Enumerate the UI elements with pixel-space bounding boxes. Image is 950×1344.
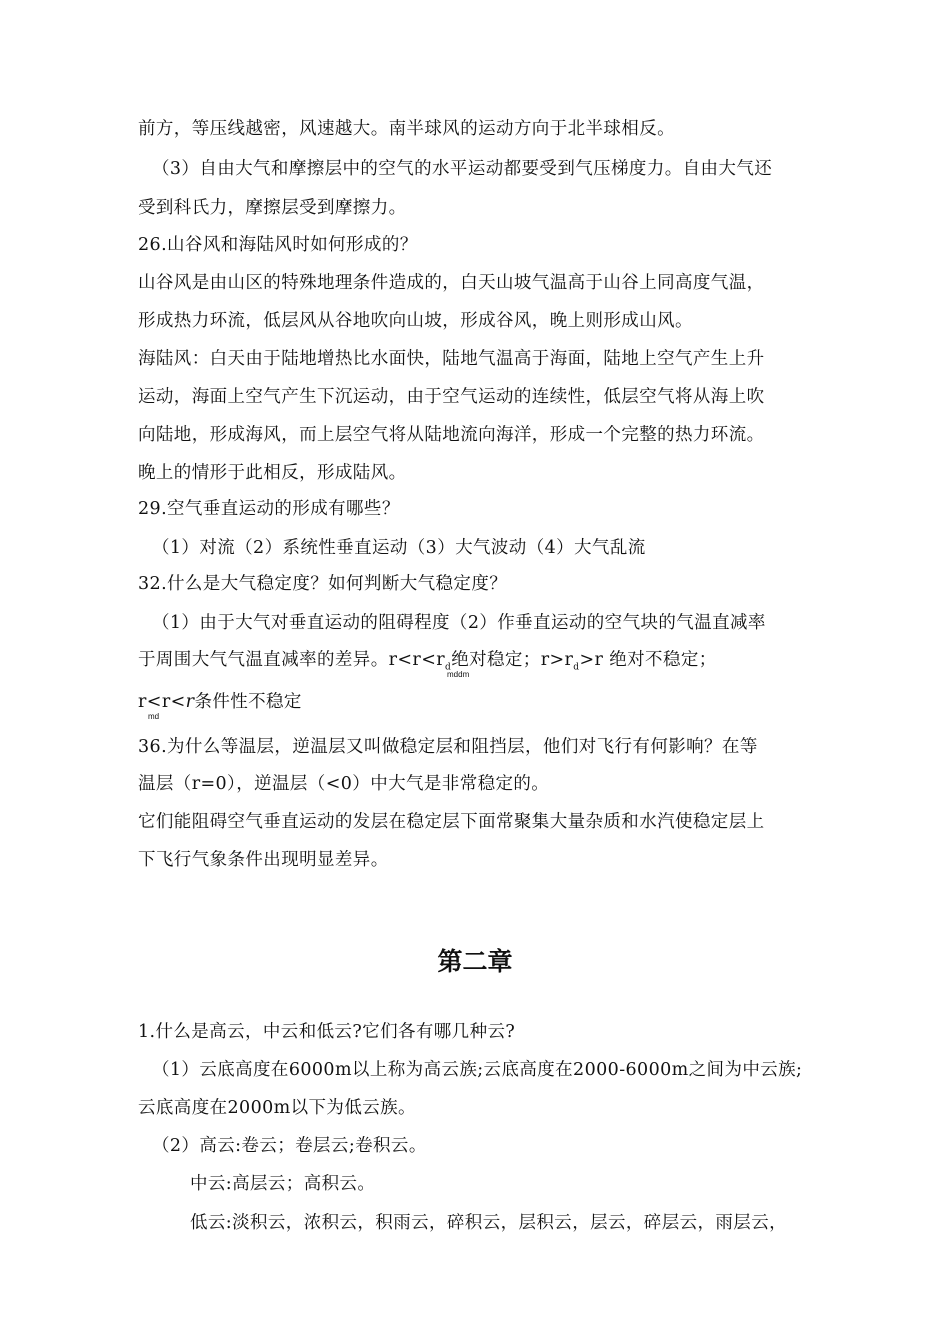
text-line: 温层（r=0），逆温层（<0）中大气是非常稳定的。: [138, 774, 550, 794]
subscript-line: mddm: [447, 670, 470, 679]
text-segment: 绝对稳定；r>r: [451, 650, 574, 670]
question-29: 29.空气垂直运动的形成有哪些？: [138, 499, 400, 519]
question-26: 26.山谷风和海陆风时如何形成的？: [138, 235, 418, 255]
text-line: 山谷风是由山区的特殊地理条件造成的，白天山坡气温高于山谷上同高度气温，: [138, 273, 765, 293]
text-line: 向陆地，形成海风，而上层空气将从陆地流向海洋，形成一个完整的热力环流。: [138, 425, 765, 445]
text-line: （3）自由大气和摩擦层中的空气的水平运动都要受到气压梯度力。自由大气还: [152, 159, 773, 179]
question-32: 32.什么是大气稳定度？如何判断大气稳定度？: [138, 574, 508, 594]
text-line: 海陆风：白天由于陆地增热比水面快，陆地气温高于海面，陆地上空气产生上升: [138, 349, 765, 369]
text-line: 它们能阻碍空气垂直运动的发层在稳定层下面常聚集大量杂质和水汽使稳定层上: [138, 812, 765, 832]
text-line: （1）对流（2）系统性垂直运动（3）大气波动（4）大气乱流: [152, 538, 646, 558]
text-line: （1）云底高度在6000m以上称为高云族;云底高度在2000-6000m之间为中云族;: [152, 1060, 803, 1080]
text-line: 受到科氏力，摩擦层受到摩擦力。: [138, 198, 407, 218]
chapter-heading: 第二章: [437, 948, 513, 976]
text-segment: >r 绝对不稳定；: [579, 650, 717, 670]
text-line: 低云:淡积云，浓积云，积雨云，碎积云，层积云，层云，碎层云，雨层云，: [190, 1213, 787, 1233]
text-line: 前方，等压线越密，风速越大。南半球风的运动方向于北半球相反。: [138, 119, 675, 139]
subscript: d: [573, 662, 580, 673]
text-line: 晚上的情形于此相反，形成陆风。: [138, 463, 407, 483]
formula-line: [138, 648, 717, 680]
text-line: 形成热力环流，低层风从谷地吹向山坡，形成谷风，晚上则形成山风。: [138, 311, 693, 331]
text-segment: r<r<: [138, 692, 186, 712]
text-segment: 条件性不稳定: [194, 692, 302, 712]
text-line: 云底高度在2000m以下为低云族。: [138, 1098, 416, 1118]
formula-line: [138, 690, 302, 714]
text-line: （1）由于大气对垂直运动的阻碍程度（2）作垂直运动的空气块的气温直减率: [152, 613, 766, 633]
subscript-line: md: [148, 712, 160, 721]
text-line: 下飞行气象条件出现明显差异。: [138, 850, 389, 870]
text-line: 中云:高层云；高积云。: [190, 1174, 376, 1194]
text-segment: r: [185, 692, 195, 712]
text-segment: 于周围大气气温直减率的差异。r<r<r: [138, 650, 446, 670]
text-line: 运动，海面上空气产生下沉运动，由于空气运动的连续性，低层空气将从海上吹: [138, 387, 765, 407]
text-line: （2）高云:卷云；卷层云;卷积云。: [152, 1136, 427, 1156]
subscript: d: [445, 662, 452, 673]
question-1: 1.什么是高云，中云和低云?它们各有哪几种云?: [138, 1022, 516, 1042]
question-36: 36.为什么等温层，逆温层又叫做稳定层和阻挡层，他们对飞行有何影响？在等: [138, 737, 758, 757]
